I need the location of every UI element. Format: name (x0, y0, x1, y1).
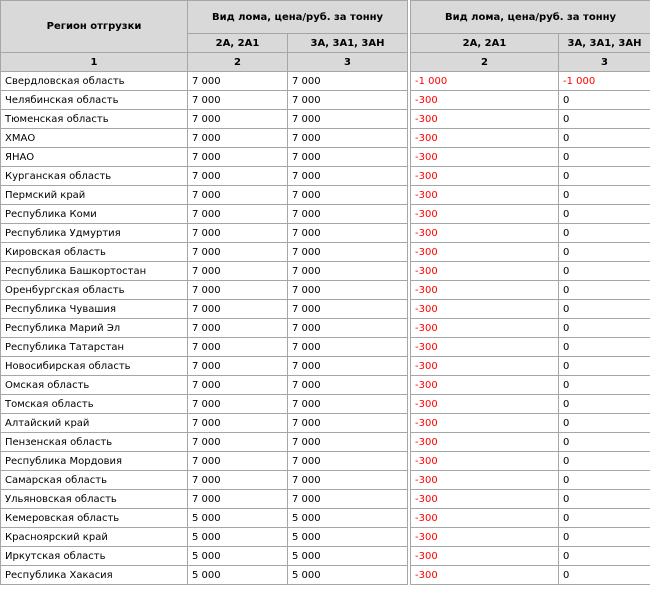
price-2a-cell: 7 000 (188, 205, 288, 224)
table-row (411, 319, 650, 338)
table-row (1, 148, 408, 167)
table-row (1, 224, 408, 243)
price-3a-cell: 7 000 (288, 148, 408, 167)
price-3a-cell: 7 000 (288, 357, 408, 376)
adjustment-2a-cell: -300 (411, 281, 559, 300)
table-row (411, 148, 650, 167)
adjustment-3a-cell: 0 (559, 547, 650, 566)
adjustment-3a-cell: -1 000 (559, 72, 650, 91)
table-row (1, 243, 408, 262)
header-region: Регион отгрузки (1, 1, 188, 53)
adjustment-3a-cell: 0 (559, 205, 650, 224)
price-2a-cell: 7 000 (188, 129, 288, 148)
region-cell: Курганская область (1, 167, 188, 186)
adjustment-3a-cell: 0 (559, 319, 650, 338)
table-row (1, 205, 408, 224)
price-3a-cell: 7 000 (288, 490, 408, 509)
table-row (1, 509, 408, 528)
header-num-2: 2 (188, 53, 288, 72)
table-row (411, 91, 650, 110)
region-cell: Омская область (1, 376, 188, 395)
adjustment-3a-cell: 0 (559, 357, 650, 376)
region-cell: Красноярский край (1, 528, 188, 547)
region-cell: Пензенская область (1, 433, 188, 452)
adjustment-3a-cell: 0 (559, 490, 650, 509)
table-row (411, 547, 650, 566)
adjustment-3a-cell: 0 (559, 167, 650, 186)
table-row (411, 243, 650, 262)
adjustment-2a-cell: -300 (411, 414, 559, 433)
adjustment-3a-cell: 0 (559, 566, 650, 585)
adj-header-type-price: Вид лома, цена/руб. за тонну (411, 1, 650, 34)
region-cell: Республика Марий Эл (1, 319, 188, 338)
table-row (1, 357, 408, 376)
adjustment-2a-cell: -300 (411, 509, 559, 528)
region-cell: Челябинская область (1, 91, 188, 110)
table-row (1, 262, 408, 281)
region-cell: Республика Удмуртия (1, 224, 188, 243)
price-2a-cell: 7 000 (188, 433, 288, 452)
price-2a-cell: 7 000 (188, 300, 288, 319)
adjustment-3a-cell: 0 (559, 452, 650, 471)
adjustment-3a-cell: 0 (559, 433, 650, 452)
price-3a-cell: 7 000 (288, 167, 408, 186)
adjustment-3a-cell: 0 (559, 471, 650, 490)
region-cell: Республика Коми (1, 205, 188, 224)
price-2a-cell: 7 000 (188, 319, 288, 338)
table-row (1, 300, 408, 319)
price-3a-cell: 7 000 (288, 243, 408, 262)
table-row (1, 414, 408, 433)
price-2a-cell: 7 000 (188, 243, 288, 262)
table-row (411, 167, 650, 186)
table-row (1, 281, 408, 300)
price-3a-cell: 7 000 (288, 338, 408, 357)
price-3a-cell: 7 000 (288, 300, 408, 319)
adjustment-2a-cell: -300 (411, 566, 559, 585)
table-row (411, 186, 650, 205)
adjustment-2a-cell: -300 (411, 129, 559, 148)
region-cell: Алтайский край (1, 414, 188, 433)
adjustment-3a-cell: 0 (559, 262, 650, 281)
table-row (1, 167, 408, 186)
adjustment-2a-cell: -300 (411, 205, 559, 224)
table-row (411, 528, 650, 547)
price-2a-cell: 7 000 (188, 452, 288, 471)
header-type-price: Вид лома, цена/руб. за тонну (188, 1, 408, 34)
region-cell: ХМАО (1, 129, 188, 148)
adjustment-3a-cell: 0 (559, 129, 650, 148)
price-3a-cell: 7 000 (288, 376, 408, 395)
table-row (1, 72, 408, 91)
table-row (1, 376, 408, 395)
table-row (411, 224, 650, 243)
adjustment-2a-cell: -300 (411, 243, 559, 262)
region-cell: Томская область (1, 395, 188, 414)
header-col-3a: 3А, 3А1, 3АН (288, 34, 408, 53)
table-row (1, 490, 408, 509)
region-cell: Ульяновская область (1, 490, 188, 509)
price-2a-cell: 7 000 (188, 91, 288, 110)
adjustment-3a-cell: 0 (559, 414, 650, 433)
table-row (1, 471, 408, 490)
adjustment-3a-cell: 0 (559, 281, 650, 300)
table-row (411, 205, 650, 224)
region-cell: Тюменская область (1, 110, 188, 129)
price-3a-cell: 7 000 (288, 414, 408, 433)
table-row (411, 357, 650, 376)
adjustment-table-body (411, 72, 650, 585)
region-cell: Свердловская область (1, 72, 188, 91)
adjustment-3a-cell: 0 (559, 110, 650, 129)
adjustment-2a-cell: -300 (411, 300, 559, 319)
region-cell: Кировская область (1, 243, 188, 262)
region-cell: ЯНАО (1, 148, 188, 167)
price-table-body (1, 72, 408, 585)
table-row (411, 262, 650, 281)
table-row (411, 338, 650, 357)
adjustment-3a-cell: 0 (559, 528, 650, 547)
adjustment-2a-cell: -300 (411, 547, 559, 566)
table-row (1, 110, 408, 129)
table-row (411, 509, 650, 528)
price-3a-cell: 7 000 (288, 224, 408, 243)
table-row (411, 490, 650, 509)
adj-header-col-3a: 3А, 3А1, 3АН (559, 34, 650, 53)
adjustment-2a-cell: -300 (411, 262, 559, 281)
price-2a-cell: 7 000 (188, 338, 288, 357)
price-3a-cell: 7 000 (288, 110, 408, 129)
region-cell: Новосибирская область (1, 357, 188, 376)
adjustment-3a-cell: 0 (559, 509, 650, 528)
price-2a-cell: 7 000 (188, 471, 288, 490)
adjustment-3a-cell: 0 (559, 148, 650, 167)
adjustment-2a-cell: -300 (411, 224, 559, 243)
adj-header-num-3: 3 (559, 53, 650, 72)
adjustment-2a-cell: -300 (411, 91, 559, 110)
price-2a-cell: 7 000 (188, 167, 288, 186)
price-2a-cell: 5 000 (188, 566, 288, 585)
price-2a-cell: 7 000 (188, 281, 288, 300)
table-row (1, 186, 408, 205)
adjustment-table (410, 0, 650, 585)
price-3a-cell: 7 000 (288, 395, 408, 414)
region-cell: Кемеровская область (1, 509, 188, 528)
price-3a-cell: 7 000 (288, 433, 408, 452)
table-row (1, 129, 408, 148)
price-3a-cell: 5 000 (288, 547, 408, 566)
price-2a-cell: 5 000 (188, 509, 288, 528)
price-2a-cell: 7 000 (188, 148, 288, 167)
region-cell: Республика Мордовия (1, 452, 188, 471)
table-row (411, 433, 650, 452)
adjustment-3a-cell: 0 (559, 338, 650, 357)
table-row (411, 300, 650, 319)
price-3a-cell: 7 000 (288, 452, 408, 471)
adjustment-2a-cell: -300 (411, 148, 559, 167)
adjustment-3a-cell: 0 (559, 243, 650, 262)
price-3a-cell: 5 000 (288, 566, 408, 585)
header-num-3: 3 (288, 53, 408, 72)
table-row (1, 566, 408, 585)
region-cell: Республика Хакасия (1, 566, 188, 585)
table-row (1, 528, 408, 547)
region-cell: Иркутская область (1, 547, 188, 566)
price-3a-cell: 7 000 (288, 186, 408, 205)
adjustment-2a-cell: -300 (411, 357, 559, 376)
region-cell: Республика Чувашия (1, 300, 188, 319)
table-row (1, 433, 408, 452)
table-row (411, 414, 650, 433)
adjustment-2a-cell: -300 (411, 433, 559, 452)
price-2a-cell: 5 000 (188, 528, 288, 547)
price-2a-cell: 7 000 (188, 357, 288, 376)
price-3a-cell: 7 000 (288, 262, 408, 281)
adjustment-2a-cell: -300 (411, 471, 559, 490)
adj-header-col-2a: 2А, 2А1 (411, 34, 559, 53)
price-3a-cell: 5 000 (288, 509, 408, 528)
region-cell: Республика Башкортостан (1, 262, 188, 281)
adjustment-3a-cell: 0 (559, 186, 650, 205)
table-row (411, 395, 650, 414)
adjustment-2a-cell: -1 000 (411, 72, 559, 91)
adjustment-2a-cell: -300 (411, 186, 559, 205)
adjustment-2a-cell: -300 (411, 110, 559, 129)
adjustment-3a-cell: 0 (559, 224, 650, 243)
table-row (411, 72, 650, 91)
table-row (1, 319, 408, 338)
adjustment-2a-cell: -300 (411, 167, 559, 186)
adjustment-3a-cell: 0 (559, 376, 650, 395)
price-2a-cell: 5 000 (188, 547, 288, 566)
table-row (411, 452, 650, 471)
adjustment-2a-cell: -300 (411, 528, 559, 547)
region-cell: Оренбургская область (1, 281, 188, 300)
region-cell: Пермский край (1, 186, 188, 205)
header-num-1: 1 (1, 53, 188, 72)
price-3a-cell: 7 000 (288, 129, 408, 148)
price-2a-cell: 7 000 (188, 110, 288, 129)
price-2a-cell: 7 000 (188, 72, 288, 91)
price-3a-cell: 5 000 (288, 528, 408, 547)
table-row (1, 547, 408, 566)
table-row (411, 566, 650, 585)
price-3a-cell: 7 000 (288, 471, 408, 490)
price-2a-cell: 7 000 (188, 490, 288, 509)
price-2a-cell: 7 000 (188, 414, 288, 433)
adjustment-3a-cell: 0 (559, 300, 650, 319)
adjustment-2a-cell: -300 (411, 319, 559, 338)
region-cell: Республика Татарстан (1, 338, 188, 357)
table-row (1, 452, 408, 471)
region-cell: Самарская область (1, 471, 188, 490)
adjustment-2a-cell: -300 (411, 376, 559, 395)
table-row (1, 395, 408, 414)
table-row (411, 471, 650, 490)
adjustment-2a-cell: -300 (411, 490, 559, 509)
price-3a-cell: 7 000 (288, 281, 408, 300)
adjustment-3a-cell: 0 (559, 395, 650, 414)
table-row (411, 129, 650, 148)
price-2a-cell: 7 000 (188, 376, 288, 395)
header-col-2a: 2А, 2А1 (188, 34, 288, 53)
price-2a-cell: 7 000 (188, 262, 288, 281)
table-row (411, 281, 650, 300)
adjustment-3a-cell: 0 (559, 91, 650, 110)
adj-header-num-2: 2 (411, 53, 559, 72)
table-row (1, 338, 408, 357)
adjustment-2a-cell: -300 (411, 452, 559, 471)
price-2a-cell: 7 000 (188, 224, 288, 243)
table-row (1, 91, 408, 110)
price-3a-cell: 7 000 (288, 205, 408, 224)
adjustment-2a-cell: -300 (411, 395, 559, 414)
table-row (411, 110, 650, 129)
price-2a-cell: 7 000 (188, 395, 288, 414)
price-3a-cell: 7 000 (288, 72, 408, 91)
adjustment-2a-cell: -300 (411, 338, 559, 357)
price-3a-cell: 7 000 (288, 91, 408, 110)
price-3a-cell: 7 000 (288, 319, 408, 338)
table-row (411, 376, 650, 395)
price-2a-cell: 7 000 (188, 186, 288, 205)
